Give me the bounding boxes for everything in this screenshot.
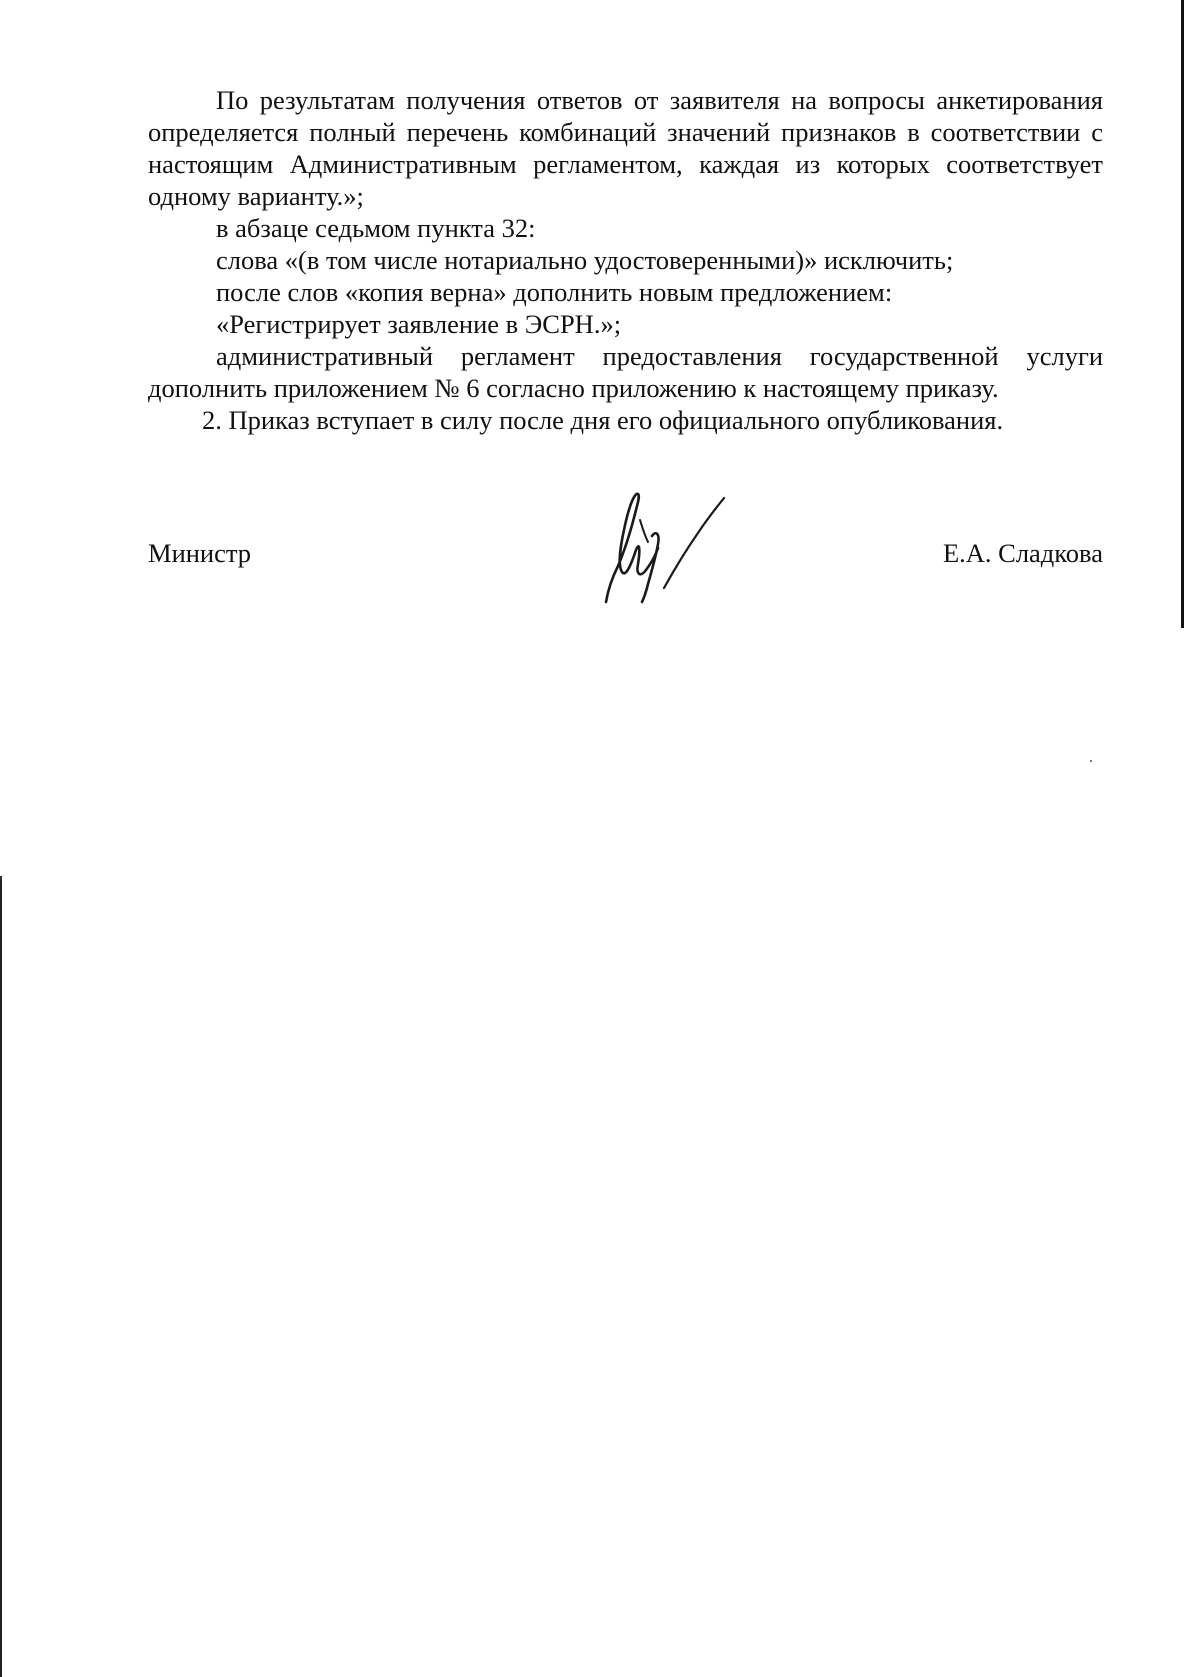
scan-border-right xyxy=(1181,0,1184,628)
paragraph-survey-results: По результатам получения ответов от заявителя на вопросы анкетирования определяется полный перечень комбинаций значений признаков в соответствии с настоящим Административным регламентом, каждая из которых соответствует одному варианту.»; xyxy=(148,85,1103,211)
paragraph-appendix-6: административный регламент предоставления государственной услуги дополнить приложением № 6 согласно приложению к настоящему приказу. xyxy=(148,341,1103,403)
signatory-name: Е.А. Сладкова xyxy=(942,538,1103,568)
paragraph-add-sentence: после слов «копия верна» дополнить новым предложением: xyxy=(216,277,893,307)
signature-block xyxy=(148,490,1103,610)
scan-border-left xyxy=(0,880,2,1677)
paragraph-item-32: в абзаце седьмом пункта 32: xyxy=(216,213,536,243)
paragraph-order-effective: 2. Приказ вступает в силу после дня его официального опубликования. xyxy=(202,405,1004,435)
scan-speck xyxy=(1090,760,1092,762)
signatory-position: Министр xyxy=(148,538,252,568)
paragraph-register-statement: «Регистрирует заявление в ЭСРН.»; xyxy=(216,309,622,339)
document-body xyxy=(148,84,1103,436)
paragraph-exclude-words: слова «(в том числе нотариально удостоверенными)» исключить; xyxy=(216,245,954,275)
handwritten-signature-icon xyxy=(578,490,738,610)
